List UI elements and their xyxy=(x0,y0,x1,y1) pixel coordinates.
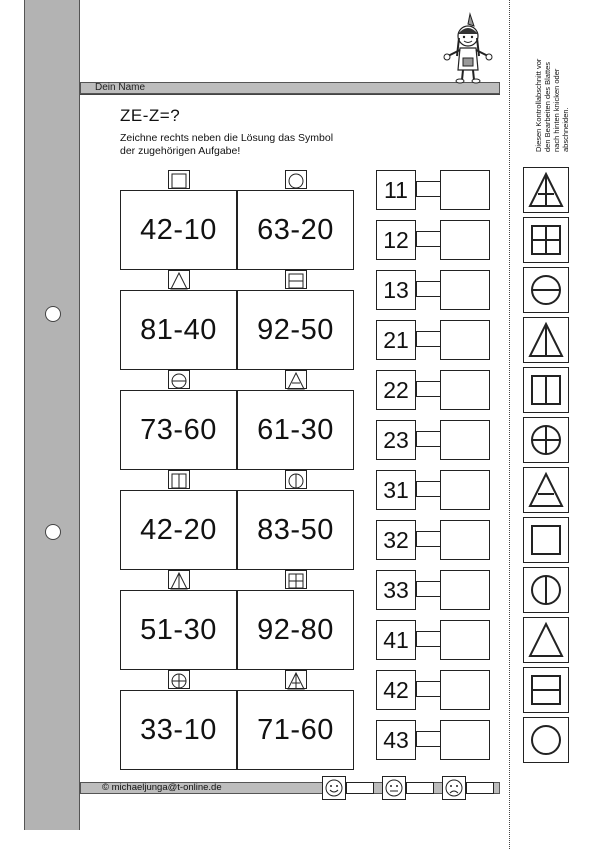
task-card xyxy=(120,190,237,270)
answer-connector xyxy=(416,531,440,547)
triangle-hline-icon xyxy=(286,371,306,391)
task-symbol-tag xyxy=(285,570,307,589)
answer-connector xyxy=(416,731,440,747)
answer-key-cell xyxy=(523,267,569,313)
circle-vline-icon xyxy=(526,570,566,610)
circle-icon xyxy=(526,720,566,760)
task-symbol-tag xyxy=(285,670,307,689)
task-card xyxy=(120,490,237,570)
answer-draw-box[interactable] xyxy=(440,370,490,410)
answer-key-cell xyxy=(523,167,569,213)
smiley-sad-icon xyxy=(443,777,465,799)
task-symbol-tag xyxy=(285,370,307,389)
square-hline-icon xyxy=(286,271,306,291)
answer-draw-box[interactable] xyxy=(440,170,490,210)
task-text: 92-80 xyxy=(257,613,334,646)
answer-draw-box[interactable] xyxy=(440,670,490,710)
circle-icon xyxy=(286,171,306,191)
task-symbol-tag xyxy=(168,570,190,589)
answer-draw-box[interactable] xyxy=(440,720,490,760)
square-vline-icon xyxy=(526,370,566,410)
answer-connector xyxy=(416,681,440,697)
task-card xyxy=(120,290,237,370)
rating-extension xyxy=(466,782,494,794)
punch-hole xyxy=(45,306,61,322)
answer-connector xyxy=(416,631,440,647)
punch-hole xyxy=(45,524,61,540)
answer-key-cell xyxy=(523,717,569,763)
answer-connector xyxy=(416,281,440,297)
cut-note: Diesen Kontrollabschnitt vor den Bearbeiten des Blattes nach hinten knicken oder abschneiden. xyxy=(534,58,570,152)
task-symbol-tag xyxy=(168,170,190,189)
answer-connector xyxy=(416,331,440,347)
triangle-icon xyxy=(526,620,566,660)
task-text: 83-50 xyxy=(257,513,334,546)
answer-draw-box[interactable] xyxy=(440,270,490,310)
triangle-cross-icon xyxy=(286,671,306,691)
answer-number: 21 xyxy=(376,320,416,360)
answer-draw-box[interactable] xyxy=(440,320,490,360)
task-card xyxy=(237,490,354,570)
answer-draw-box[interactable] xyxy=(440,620,490,660)
worksheet-title: ZE-Z=? xyxy=(120,106,181,125)
circle-cross-icon xyxy=(169,671,189,691)
task-card xyxy=(237,690,354,770)
answer-connector xyxy=(416,431,440,447)
square-icon xyxy=(526,520,566,560)
task-symbol-tag xyxy=(285,270,307,289)
name-line[interactable] xyxy=(80,94,500,95)
task-text: 42-20 xyxy=(140,513,217,546)
triangle-hline-icon xyxy=(526,470,566,510)
answer-key-cell xyxy=(523,617,569,663)
answer-connector xyxy=(416,581,440,597)
answer-connector xyxy=(416,481,440,497)
answer-key-cell xyxy=(523,517,569,563)
task-symbol-tag xyxy=(168,470,190,489)
answer-number: 43 xyxy=(376,720,416,760)
answer-draw-box[interactable] xyxy=(440,520,490,560)
task-text: 61-30 xyxy=(257,413,334,446)
footer-email: © michaeljunga@t-online.de xyxy=(102,782,222,793)
triangle-cross-icon xyxy=(526,170,566,210)
smiley-neutral-icon[interactable] xyxy=(382,776,406,800)
answer-number: 11 xyxy=(376,170,416,210)
answer-draw-box[interactable] xyxy=(440,420,490,460)
answer-connector xyxy=(416,381,440,397)
answer-number: 32 xyxy=(376,520,416,560)
task-card xyxy=(120,590,237,670)
task-symbol-tag xyxy=(168,270,190,289)
answer-number: 23 xyxy=(376,420,416,460)
task-card xyxy=(120,690,237,770)
task-text: 73-60 xyxy=(140,413,217,446)
task-text: 81-40 xyxy=(140,313,217,346)
answer-number: 22 xyxy=(376,370,416,410)
task-text: 42-10 xyxy=(140,213,217,246)
answer-number: 33 xyxy=(376,570,416,610)
answer-draw-box[interactable] xyxy=(440,570,490,610)
task-text: 33-10 xyxy=(140,713,217,746)
answer-number: 12 xyxy=(376,220,416,260)
answer-draw-box[interactable] xyxy=(440,470,490,510)
answer-key-cell xyxy=(523,667,569,713)
task-symbol-tag xyxy=(285,470,307,489)
task-card xyxy=(237,290,354,370)
instruction-text: Zeichne rechts neben die Lösung das Symbol der zugehörigen Aufgabe! xyxy=(120,132,334,157)
smiley-sad-icon[interactable] xyxy=(442,776,466,800)
answer-key-cell xyxy=(523,317,569,363)
name-label: Dein Name xyxy=(95,82,146,93)
circle-cross-icon xyxy=(526,420,566,460)
square-vline-icon xyxy=(169,471,189,491)
square-cross-icon xyxy=(286,571,306,591)
square-cross-icon xyxy=(526,220,566,260)
task-card xyxy=(120,390,237,470)
rating-extension xyxy=(346,782,374,794)
smiley-happy-icon[interactable] xyxy=(322,776,346,800)
circle-hline-icon xyxy=(526,270,566,310)
binder-strip xyxy=(24,0,80,830)
answer-key-cell xyxy=(523,217,569,263)
cut-line xyxy=(509,0,510,849)
answer-connector xyxy=(416,231,440,247)
smiley-neutral-icon xyxy=(383,777,405,799)
triangle-icon xyxy=(169,271,189,291)
task-text: 71-60 xyxy=(257,713,334,746)
answer-key-cell xyxy=(523,417,569,463)
task-text: 51-30 xyxy=(140,613,217,646)
task-text: 63-20 xyxy=(257,213,334,246)
task-symbol-tag xyxy=(168,670,190,689)
triangle-vline-icon xyxy=(169,571,189,591)
square-hline-icon xyxy=(526,670,566,710)
answer-number: 42 xyxy=(376,670,416,710)
circle-vline-icon xyxy=(286,471,306,491)
smiley-happy-icon xyxy=(323,777,345,799)
task-card xyxy=(237,390,354,470)
triangle-vline-icon xyxy=(526,320,566,360)
answer-number: 13 xyxy=(376,270,416,310)
rating-extension xyxy=(406,782,434,794)
answer-number: 41 xyxy=(376,620,416,660)
task-card xyxy=(237,190,354,270)
task-symbol-tag xyxy=(168,370,190,389)
answer-connector xyxy=(416,181,440,197)
answer-key-cell xyxy=(523,567,569,613)
answer-number: 31 xyxy=(376,470,416,510)
task-card xyxy=(237,590,354,670)
answer-draw-box[interactable] xyxy=(440,220,490,260)
task-text: 92-50 xyxy=(257,313,334,346)
mascot-illustration xyxy=(440,12,496,84)
circle-hline-icon xyxy=(169,371,189,391)
answer-key-cell xyxy=(523,367,569,413)
task-symbol-tag xyxy=(285,170,307,189)
square-icon xyxy=(169,171,189,191)
answer-key-cell xyxy=(523,467,569,513)
